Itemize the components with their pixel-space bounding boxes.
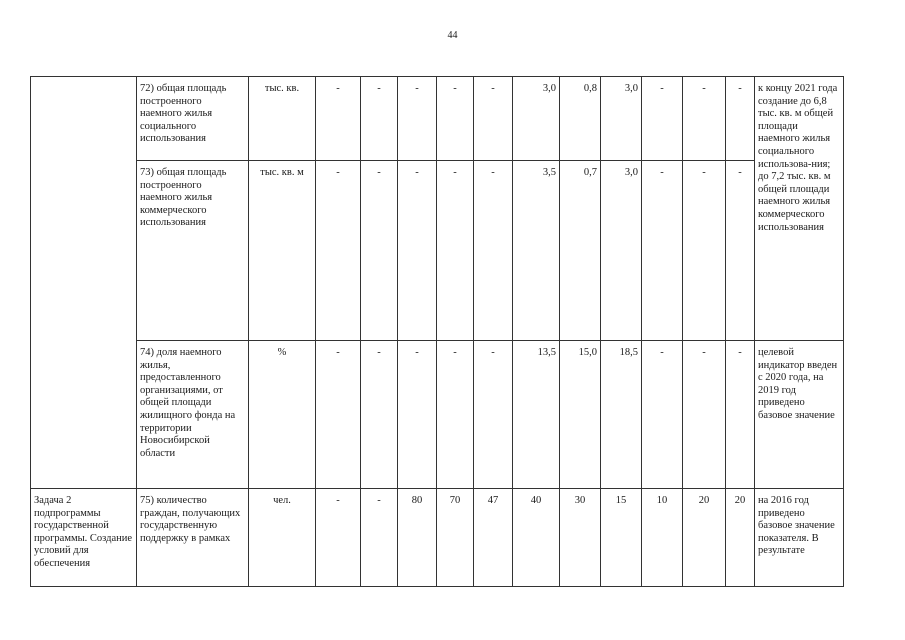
value-cell: 13,5 [513,341,560,489]
value-cell: 15,0 [560,341,601,489]
unit-cell: % [249,341,316,489]
indicators-table [30,76,844,587]
value-cell: - [398,341,437,489]
note-cell: целевой индикатор введен с 2020 года, на 2019 год приведено базовое значение [755,341,844,489]
value-cell: 3,0 [601,161,642,341]
value-cell: - [642,77,683,161]
value-cell: - [361,341,398,489]
value-cell: - [474,161,513,341]
value-cell: - [361,77,398,161]
value-cell: 0,7 [560,161,601,341]
value-cell: - [437,77,474,161]
value-cell: - [726,77,755,161]
value-cell: - [726,341,755,489]
value-cell: 3,0 [601,77,642,161]
value-cell: 70 [437,489,474,587]
value-cell: 40 [513,489,560,587]
value-cell: - [474,77,513,161]
table-row [31,77,844,161]
value-cell: - [437,161,474,341]
value-cell: - [683,77,726,161]
value-cell: 18,5 [601,341,642,489]
value-cell: 0,8 [560,77,601,161]
indicator-cell: 74) доля наемного жилья, предоставленного организациями, от общей площади жилищного фонда на территории Новосибирской области [137,341,249,489]
table-row [31,341,844,489]
unit-cell: чел. [249,489,316,587]
value-cell: 10 [642,489,683,587]
note-cell: на 2016 год приведено базовое значение показателя. В результате [755,489,844,587]
value-cell: - [316,77,361,161]
value-cell: - [642,161,683,341]
value-cell: - [316,341,361,489]
value-cell: 15 [601,489,642,587]
unit-cell: тыс. кв. [249,77,316,161]
value-cell: 3,0 [513,77,560,161]
value-cell: - [683,341,726,489]
value-cell: - [316,161,361,341]
unit-cell: тыс. кв. м [249,161,316,341]
value-cell: - [683,161,726,341]
value-cell: - [726,161,755,341]
value-cell: - [361,161,398,341]
table-row [31,489,844,587]
value-cell: - [398,161,437,341]
indicator-cell: 75) количество граждан, получающих государственную поддержку в рамках [137,489,249,587]
indicator-cell: 72) общая площадь построенного наемного жилья социального использования [137,77,249,161]
value-cell: 47 [474,489,513,587]
value-cell: 80 [398,489,437,587]
value-cell: 3,5 [513,161,560,341]
value-cell: - [437,341,474,489]
value-cell: - [398,77,437,161]
value-cell: - [361,489,398,587]
table-row [31,161,844,341]
value-cell: - [474,341,513,489]
value-cell: 30 [560,489,601,587]
note-cell: к концу 2021 года создание до 6,8 тыс. кв. м общей площади наемного жилья социального использова-ния; до 7,2 тыс. кв. м общей площади наемного жилья коммерческого использования [755,77,844,341]
task-cell: Задача 2 подпрограммы государственной программы. Создание условий для обеспечения [31,489,137,587]
value-cell: - [316,489,361,587]
value-cell: - [642,341,683,489]
indicator-cell: 73) общая площадь построенного наемного жилья коммерческого использования [137,161,249,341]
value-cell: 20 [683,489,726,587]
task-cell-empty [31,77,137,489]
value-cell: 20 [726,489,755,587]
page-number: 44 [447,30,458,41]
